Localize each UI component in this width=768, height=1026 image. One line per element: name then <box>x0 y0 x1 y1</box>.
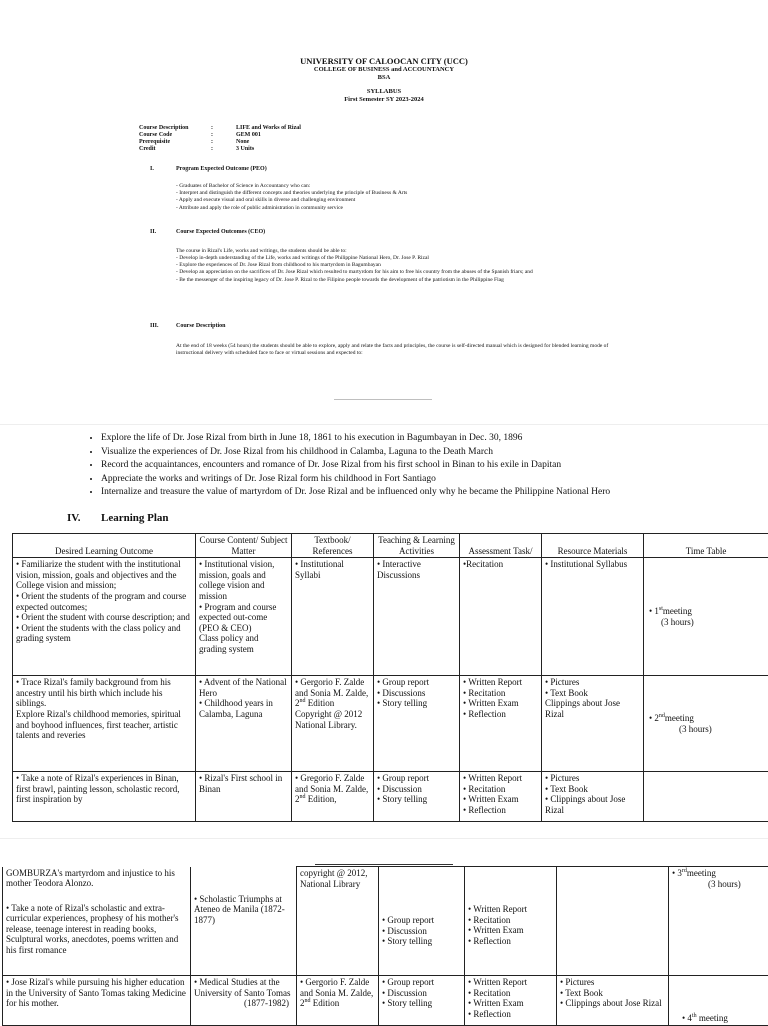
cell-item: Gergorio F. Zalde and Sonia M. Zalde, 2 <box>300 977 373 1008</box>
cell-item: • Written Exam <box>468 925 553 936</box>
cell-item: • Recitation <box>463 688 538 699</box>
cell-item: nd <box>300 698 306 704</box>
section-number: IV. <box>67 512 81 524</box>
table-cell <box>460 558 542 676</box>
course-info-label: Course Description <box>139 125 189 132</box>
table-cell <box>13 772 196 822</box>
table-cell <box>669 867 768 976</box>
cell-item: • Reflection <box>463 709 538 720</box>
cell-item: Jose Rizal's while pursuing his higher education in the University of Santo Tomas taking Medicine for his mother. <box>6 977 186 1008</box>
time-sup: nd <box>659 713 665 719</box>
cell-item: • Childhood years in Calamba, Laguna <box>199 698 288 719</box>
table-cell <box>3 867 191 976</box>
course-info-colon: : <box>211 125 213 132</box>
cell-item: • Reflection <box>463 805 538 816</box>
time-sup: st <box>659 606 663 612</box>
course-info-value: LIFE and Works of Rizal <box>236 125 301 132</box>
section-title: Course Expected Outcomes (CEO) <box>176 229 265 235</box>
column-header: Textbook/ References <box>292 534 374 558</box>
program-name: BSA <box>0 74 768 82</box>
cell-item: • Written Report <box>463 677 538 688</box>
cell-item: Institutional Syllabi <box>295 559 344 580</box>
cell-item: • Recitation <box>468 915 553 926</box>
cell-item: copyright @ 2012, National Library <box>300 868 368 889</box>
time-hours: (3 hours) <box>647 617 765 628</box>
table-cell <box>644 558 768 676</box>
cell-item: • Pictures <box>560 977 665 988</box>
list-item: • Appreciate the works and writings of Dr. Jose Rizal form his childhood in Fort Santiago <box>101 473 768 487</box>
cell-item: Edition <box>313 998 340 1008</box>
time-sup: rd <box>682 868 687 874</box>
cell-item: • Group report <box>377 677 456 688</box>
table-cell <box>542 676 644 772</box>
time-num: 2 <box>654 713 659 723</box>
cell-item: Take a note of Rizal's scholastic and extra-curricular experiences, prophesy of his mother's release, teenage interest in reading books, Sculptural works, anecdotes, poems written and his first romance <box>6 903 179 955</box>
course-info-value: 3 Units <box>236 146 254 153</box>
cell-item: • Group report <box>382 915 461 926</box>
cell-item: • Discussions <box>377 688 456 699</box>
course-info-label: Course Code <box>139 132 172 139</box>
cell-item: Class policy and grading system <box>199 633 288 654</box>
objectives-list <box>85 432 768 500</box>
cell-item: • Story telling <box>382 936 461 947</box>
page-divider <box>315 864 453 865</box>
cell-item: Edition <box>306 698 335 708</box>
section-title: Program Expected Outcome (PEO) <box>176 166 267 172</box>
cell-item: • Discussion <box>382 926 461 937</box>
table-cell <box>292 558 374 676</box>
cell-item: • Orient the students of the program and course expected outcomes; <box>16 591 192 612</box>
course-info-label: Prerequisite <box>139 139 170 146</box>
course-info-colon: : <box>211 139 213 146</box>
list-item: - Develop in-depth understanding of the Life, works and writings of the Philippine National Hero, Dr. Jose P. Rizal <box>176 255 636 262</box>
list-item: - Apply and execute visual and oral skills in diverse and challenging environment <box>176 197 596 204</box>
table-row <box>13 558 768 676</box>
cell-item: nd <box>305 998 311 1004</box>
ceo-list <box>176 255 636 284</box>
course-info-value: None <box>236 139 249 146</box>
cell-item: • Discussion <box>382 988 461 999</box>
table-cell <box>196 772 292 822</box>
list-item: • Visualize the experiences of Dr. Jose Rizal from his childhood in Calamba, Laguna to the Death March <box>101 446 768 460</box>
cell-item: • Written Exam <box>463 698 538 709</box>
cell-item: • Pictures <box>545 773 640 784</box>
table-cell <box>557 976 669 1026</box>
table-cell <box>379 976 465 1026</box>
cell-item: • Discussion <box>377 784 456 795</box>
cell-item: • Reflection <box>468 936 553 947</box>
table-cell <box>292 772 374 822</box>
cell-item: • Story telling <box>377 698 456 709</box>
column-header: Desired Learning Outcome <box>13 534 196 558</box>
column-header: Resource Materials <box>542 534 644 558</box>
cell-item: Gregorio F. Zalde and Sonia M. Zalde, 2 <box>295 773 368 804</box>
table-row <box>13 676 768 772</box>
list-item: - Attribute and apply the role of public administration in community service <box>176 205 596 212</box>
table-row <box>3 976 768 1026</box>
table-cell <box>542 772 644 822</box>
table-cell <box>669 976 768 1026</box>
column-header: Teaching & Learning Activities <box>374 534 460 558</box>
time-hours: (3 hours) <box>672 879 765 890</box>
table-cell <box>196 558 292 676</box>
time-sup: th <box>692 1013 697 1019</box>
course-info-value: GEM 001 <box>236 132 261 139</box>
cell-item: • Written Report <box>468 977 553 988</box>
section-number: II. <box>150 229 156 235</box>
cell-item: (1877-1982) <box>194 998 293 1009</box>
table-cell <box>465 867 557 976</box>
table-cell <box>297 976 379 1026</box>
time-label: meeting <box>663 606 692 616</box>
cell-item: • Written Exam <box>468 998 553 1009</box>
cell-item: Interactive Discussions <box>377 559 421 580</box>
time-num: 4 <box>687 1013 692 1023</box>
table-cell <box>3 976 191 1026</box>
cell-item: • Clippings about Jose Rizal <box>545 794 640 815</box>
list-item: • Explore the life of Dr. Jose Rizal from birth in June 18, 1861 to his execution in Bagumbayan in Dec. 30, 1896 <box>101 432 768 446</box>
cell-item: Clippings about Jose Rizal <box>545 698 640 719</box>
cell-item: • Recitation <box>468 988 553 999</box>
list-item: • Record the acquaintances, encounters and romance of Dr. Jose Rizal from his first school in Binan to his exile in Dapitan <box>101 459 768 473</box>
time-label: meeting <box>687 868 716 878</box>
cell-item: • Text Book <box>545 784 640 795</box>
cell-item: • Story telling <box>382 998 461 1009</box>
learning-plan-table-continued <box>2 866 768 1026</box>
cell-item: • Reflection <box>468 1009 553 1020</box>
peo-list <box>176 183 596 212</box>
cell-item: Explore Rizal's childhood memories, spiritual and boyhood influences, first teacher, artistic talents and reveries <box>16 709 192 741</box>
cell-item: GOMBURZA's martyrdom and injustice to his mother Teodora Alonzo. <box>6 868 187 889</box>
column-header: Assessment Task/ <box>460 534 542 558</box>
cell-item: • Institutional vision, mission, goals and college vision and mission <box>199 559 288 601</box>
table-cell <box>542 558 644 676</box>
cell-item: • Orient the student with course description; and <box>16 612 192 623</box>
table-cell <box>460 772 542 822</box>
section-number: I. <box>150 166 154 172</box>
cell-item: • Program and course expected out-come (PEO & CEO) <box>199 602 288 634</box>
cell-item: Copyright @ 2012 National Library. <box>295 709 362 730</box>
table-cell <box>13 676 196 772</box>
cell-item: • Text Book <box>560 988 665 999</box>
cell-item: • Pictures <box>545 677 640 688</box>
table-cell <box>644 772 768 822</box>
course-info-label: Credit <box>139 146 156 153</box>
course-description-text: At the end of 18 weeks (54 hours) the students should be able to explore, apply and relate the facts and principles, the course is self-directed manual which is designed for blended learning mode of instructional delivery with scheduled face to face or virtual sessions and expected to: <box>176 343 626 357</box>
ceo-intro: The course in Rizal's Life, works and writings, the students should be able to: <box>176 248 636 255</box>
cell-item: • Advent of the National Hero <box>199 677 288 698</box>
table-cell <box>13 558 196 676</box>
cell-item: Edition, <box>306 794 337 804</box>
time-num: 1 <box>654 606 659 616</box>
doc-title: SYLLABUS <box>0 88 768 96</box>
section-number: III. <box>150 323 159 329</box>
table-cell <box>191 976 297 1026</box>
cell-item: • Written Report <box>463 773 538 784</box>
table-row <box>13 772 768 822</box>
page-break <box>0 424 768 425</box>
table-cell <box>196 676 292 772</box>
list-item: - Explore the experiences of Dr. Jose Rizal from childhood to his martyrdom in Bagumbayan <box>176 262 636 269</box>
course-info-colon: : <box>211 146 213 153</box>
university-name: UNIVERSITY OF CALOOCAN CITY (UCC) <box>0 57 768 66</box>
table-cell <box>374 772 460 822</box>
table-cell <box>297 867 379 976</box>
column-header: Time Table <box>644 534 768 558</box>
column-header: Course Content/ Subject Matter <box>196 534 292 558</box>
cell-item: Rizal's First school in Binan <box>199 773 282 794</box>
table-cell <box>644 676 768 772</box>
cell-item: Scholastic Triumphs at Ateneo de Manila (1872-1877) <box>194 894 285 925</box>
section-title: Learning Plan <box>101 512 169 524</box>
table-cell <box>191 867 297 976</box>
page-break <box>0 838 768 839</box>
time-hours: (3 hours) <box>647 724 765 735</box>
cell-item: • Clippings about Jose Rizal <box>560 998 665 1009</box>
cell-item: • Written Exam <box>463 794 538 805</box>
list-item: - Be the messenger of the inspiring legacy of Dr. Jose P. Rizal to the Filipino people towards the development of the patriotism in the Philippine Flag <box>176 277 636 284</box>
semester: First Semester SY 2023-2024 <box>0 96 768 104</box>
time-label: meeting <box>699 1013 728 1023</box>
table-cell <box>465 976 557 1026</box>
cell-item: Take a note of Rizal's experiences in Binan, first brawl, painting lesson, scholastic record, first inspiration by <box>16 773 179 804</box>
page-divider <box>334 399 432 400</box>
college-name: COLLEGE OF BUSINESS and ACCOUNTANCY <box>0 66 768 74</box>
section-title: Course Description <box>176 323 226 329</box>
cell-item: •Recitation <box>463 559 503 569</box>
table-cell <box>557 867 669 976</box>
cell-item: • Familiarize the student with the institutional vision, mission, goals and objectives and the College vision and mission; <box>16 559 192 591</box>
list-item: - Develop an appreciation on the sacrifices of Dr. Jose Rizal which resulted to martyrdom for his aim to free his country from the abuses of the Spanish friars; and <box>176 269 636 276</box>
cell-item: nd <box>300 794 306 800</box>
cell-item: • Text Book <box>545 688 640 699</box>
course-info-colon: : <box>211 132 213 139</box>
list-item: • Internalize and treasure the value of martyrdom of Dr. Jose Rizal and be influenced only why he became the Philippine National Hero <box>101 486 768 500</box>
cell-item: • Trace Rizal's family background from his ancestry until his birth which include his siblings. <box>16 677 192 709</box>
cell-item: • Recitation <box>463 784 538 795</box>
cell-item: • Orient the students with the class policy and grading system <box>16 623 192 644</box>
cell-item: Medical Studies at the University of Santo Tomas <box>194 977 290 998</box>
table-cell <box>460 676 542 772</box>
table-cell <box>374 676 460 772</box>
time-label: meeting <box>665 713 694 723</box>
cell-item: • Story telling <box>377 794 456 805</box>
document-header <box>0 57 768 104</box>
cell-item: • Group report <box>377 773 456 784</box>
table-header-row <box>13 534 768 558</box>
learning-plan-table <box>12 533 768 822</box>
table-cell <box>374 558 460 676</box>
cell-item: • Group report <box>382 977 461 988</box>
cell-item: 2 <box>295 698 300 708</box>
table-cell <box>379 867 465 976</box>
cell-item: Institutional Syllabus <box>550 559 627 569</box>
cell-item: Gergorio F. Zalde and Sonia M. Zalde, <box>295 677 368 698</box>
list-item: - Interpret and distinguish the different concepts and theories underlying the principle of Business & Arts <box>176 190 596 197</box>
table-row <box>3 867 768 976</box>
list-item: - Graduates of Bachelor of Science in Accountancy who can: <box>176 183 596 190</box>
table-cell <box>292 676 374 772</box>
time-num: 3 <box>677 868 682 878</box>
cell-item: • Written Report <box>468 904 553 915</box>
